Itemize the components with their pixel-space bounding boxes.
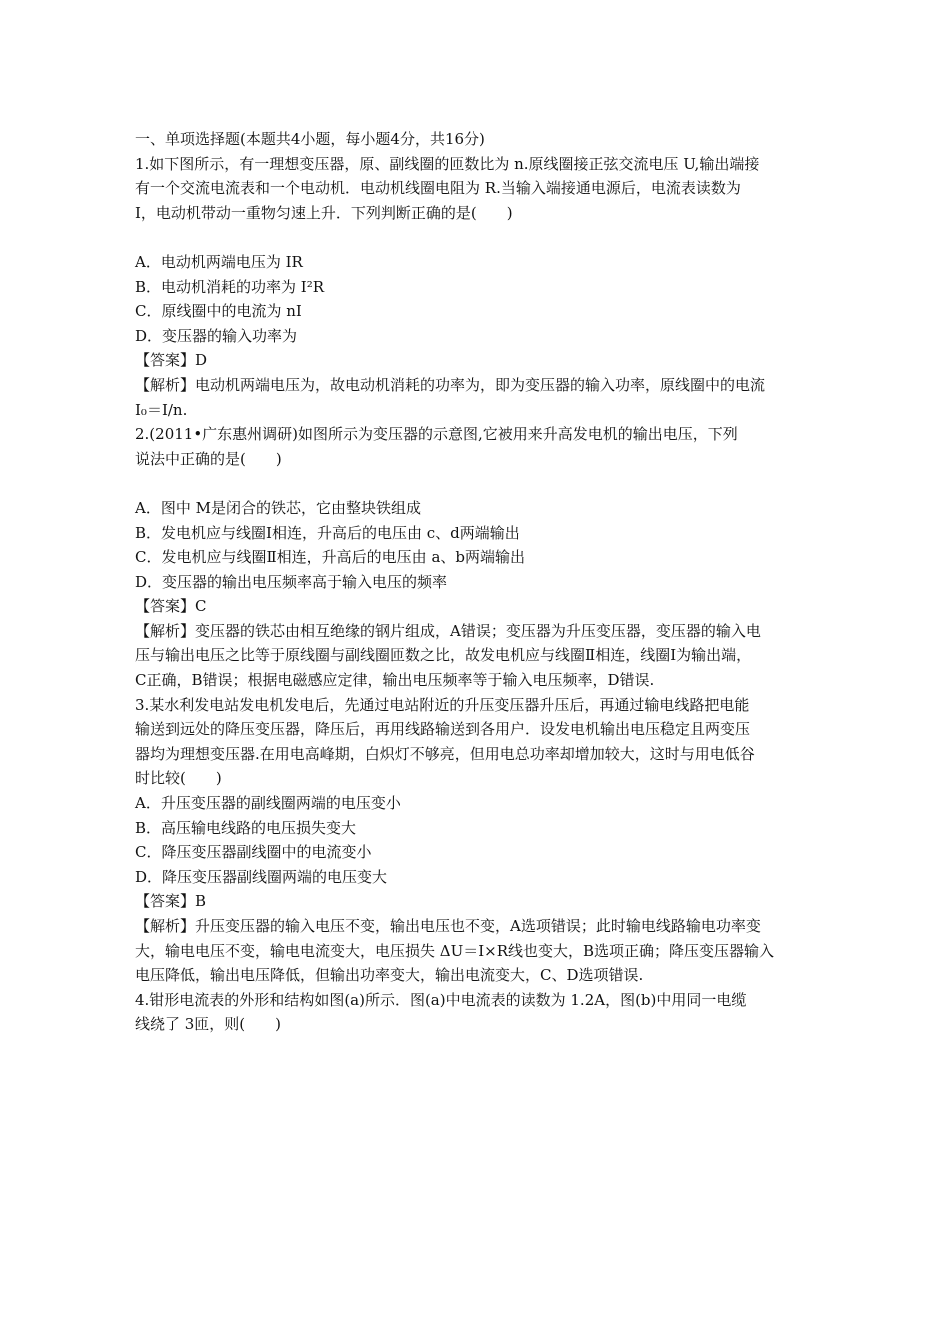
- q1-option-b: B．电动机消耗的功率为 I²R: [135, 277, 325, 296]
- q3-option-a: A．升压变压器的副线圈两端的电压变小: [135, 794, 401, 813]
- q3-stem-line: 时比较( ): [135, 769, 222, 788]
- q2-option-c: C．发电机应与线圈Ⅱ相连，升高后的电压由 a、b两端输出: [135, 548, 525, 567]
- q4-stem-line: 4.钳形电流表的外形和结构如图(a)所示．图(a)中电流表的读数为 1.2A，图(b)中用同一电缆: [135, 990, 747, 1009]
- q3-option-c: C．降压变压器副线圈中的电流变小: [135, 843, 372, 862]
- q3-option-b: B．高压输电线路的电压损失变大: [135, 818, 357, 837]
- q1-stem-line: 1.如下图所示，有一理想变压器，原、副线圈的匝数比为 n.原线圈接正弦交流电压 U,输出端接: [135, 154, 760, 173]
- q3-stem-line: 器均为理想变压器.在用电高峰期，白炽灯不够亮，但用电总功率却增加较大，这时与用电低谷: [135, 744, 755, 763]
- q2-option-a: A．图中 M是闭合的铁芯，它由整块铁组成: [135, 498, 421, 517]
- figure-gap: [135, 225, 825, 250]
- q2-analysis-line: C正确，B错误；根据电磁感应定律，输出电压频率等于输入电压频率，D错误.: [135, 671, 655, 690]
- q1-option-c: C．原线圈中的电流为 nI: [135, 302, 302, 321]
- q2-option-b: B．发电机应与线圈Ⅰ相连，升高后的电压由 c、d两端输出: [135, 523, 520, 542]
- q1-analysis-line: 【解析】电动机两端电压为，故电动机消耗的功率为，即为变压器的输入功率，原线圈中的电流: [135, 375, 766, 394]
- q2-stem-line: 说法中正确的是( ): [135, 449, 282, 468]
- q3-stem-line: 输送到远处的降压变压器，降压后，再用线路输送到各用户．设发电机输出电压稳定且两变压: [135, 720, 751, 739]
- document-page: [135, 127, 825, 1037]
- q1-analysis-line: I₀＝I/n.: [135, 400, 188, 419]
- q2-stem-line: 2.(2011•广东惠州调研)如图所示为变压器的示意图,它被用来升高发电机的输出电压，下列: [135, 425, 738, 444]
- q3-analysis-line: 【解析】升压变压器的输入电压不变，输出电压也不变，A选项错误；此时输电线路输电功率变: [135, 917, 761, 935]
- q3-answer: 【答案】B: [135, 892, 207, 911]
- q1-option-d: D．变压器的输入功率为: [135, 326, 298, 345]
- q4-stem-line: 线绕了 3匝，则( ): [135, 1015, 282, 1034]
- q2-analysis-line: 【解析】变压器的铁芯由相互绝缘的钢片组成，A错误；变压器为升压变压器，变压器的输入电: [135, 621, 761, 640]
- q3-analysis-line: 大，输电电压不变，输电电流变大，电压损失 ΔU＝I×R线也变大，B选项正确；降压变压器输入: [135, 941, 775, 960]
- q1-stem-line: I，电动机带动一重物匀速上升．下列判断正确的是( ): [135, 203, 513, 222]
- q3-option-d: D．降压变压器副线圈两端的电压变大: [135, 867, 388, 886]
- figure-gap: [135, 471, 825, 496]
- q1-option-a: A．电动机两端电压为 IR: [135, 252, 303, 271]
- q1-answer: 【答案】D: [135, 351, 208, 370]
- q2-option-d: D．变压器的输出电压频率高于输入电压的频率: [135, 572, 448, 591]
- q2-analysis-line: 压与输出电压之比等于原线圈与副线圈匝数之比，故发电机应与线圈Ⅱ相连，线圈Ⅰ为输出端，: [135, 646, 752, 665]
- q3-analysis-line: 电压降低，输出电压降低，但输出功率变大，输出电流变大，C、D选项错误.: [135, 966, 644, 985]
- q2-answer: 【答案】C: [135, 597, 207, 616]
- q3-stem-line: 3.某水利发电站发电机发电后，先通过电站附近的升压变压器升压后，再通过输电线路把电能: [135, 695, 750, 714]
- q1-stem-line: 有一个交流电流表和一个电动机．电动机线圈电阻为 R.当输入端接通电源后，电流表读数为: [135, 179, 741, 198]
- section-title: 一、单项选择题(本题共4小题，每小题4分，共16分): [135, 130, 485, 148]
